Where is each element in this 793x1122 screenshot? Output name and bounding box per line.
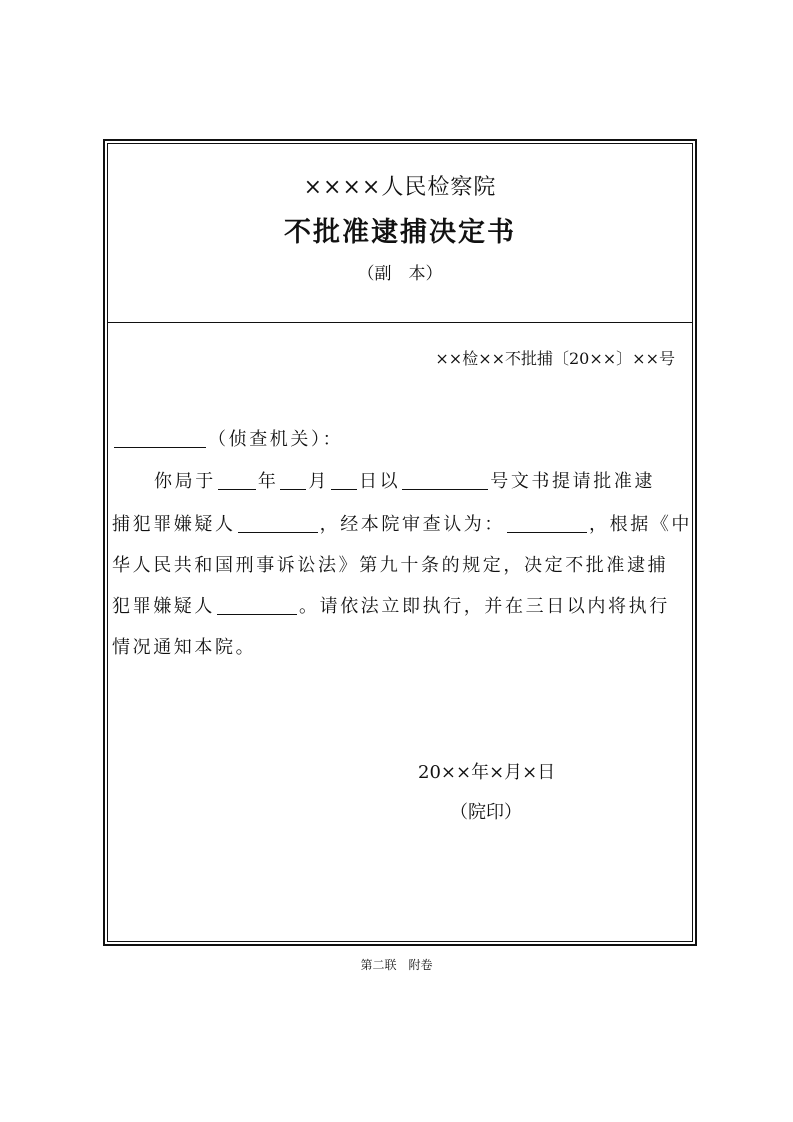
- body-line-4: [112, 592, 670, 618]
- text-segment: 你局于: [154, 471, 216, 492]
- blank-agency[interactable]: [114, 429, 206, 448]
- addressee-suffix: （侦查机关）：: [208, 429, 344, 450]
- blank-month[interactable]: [280, 471, 306, 490]
- header-divider: [108, 322, 692, 323]
- addressee-line: [112, 425, 343, 451]
- blank-year[interactable]: [218, 471, 256, 490]
- body-line-2: [112, 510, 692, 536]
- text-segment: ，经本院审查认为：: [319, 514, 506, 535]
- document-number: ××检××不批捕〔20××〕××号: [435, 349, 675, 368]
- body-line-3: 华人民共和国刑事诉讼法》第九十条的规定，决定不批准逮捕: [112, 555, 669, 576]
- copy-label: （副 本）: [357, 264, 443, 284]
- document-title: 不批准逮捕决定书: [284, 217, 516, 248]
- text-segment: 日以: [359, 471, 401, 492]
- text-segment: 捕犯罪嫌疑人: [112, 514, 236, 535]
- blank-suspect-name[interactable]: [238, 514, 318, 533]
- body-line-1: [154, 467, 655, 493]
- copy-footer: 第二联 附卷: [360, 958, 433, 972]
- text-segment: 年: [257, 471, 279, 492]
- blank-document-number[interactable]: [402, 471, 488, 490]
- blank-suspect-name-2[interactable]: [217, 596, 297, 615]
- blank-day[interactable]: [331, 471, 357, 490]
- text-segment: 月: [308, 471, 330, 492]
- body-line-5: 情况通知本院。: [112, 637, 257, 658]
- text-segment: ，根据《中: [589, 514, 693, 535]
- text-segment: 犯罪嫌疑人: [112, 596, 215, 617]
- blank-review-finding[interactable]: [507, 514, 587, 533]
- court-seal-label: （院印）: [450, 802, 522, 823]
- text-segment: 号文书提请批准逮: [490, 471, 656, 492]
- issue-date: 20××年×月×日: [418, 762, 556, 783]
- text-segment: 。请依法立即执行，并在三日以内将执行: [299, 596, 670, 617]
- procuratorate-name: ××××人民检察院: [303, 175, 497, 200]
